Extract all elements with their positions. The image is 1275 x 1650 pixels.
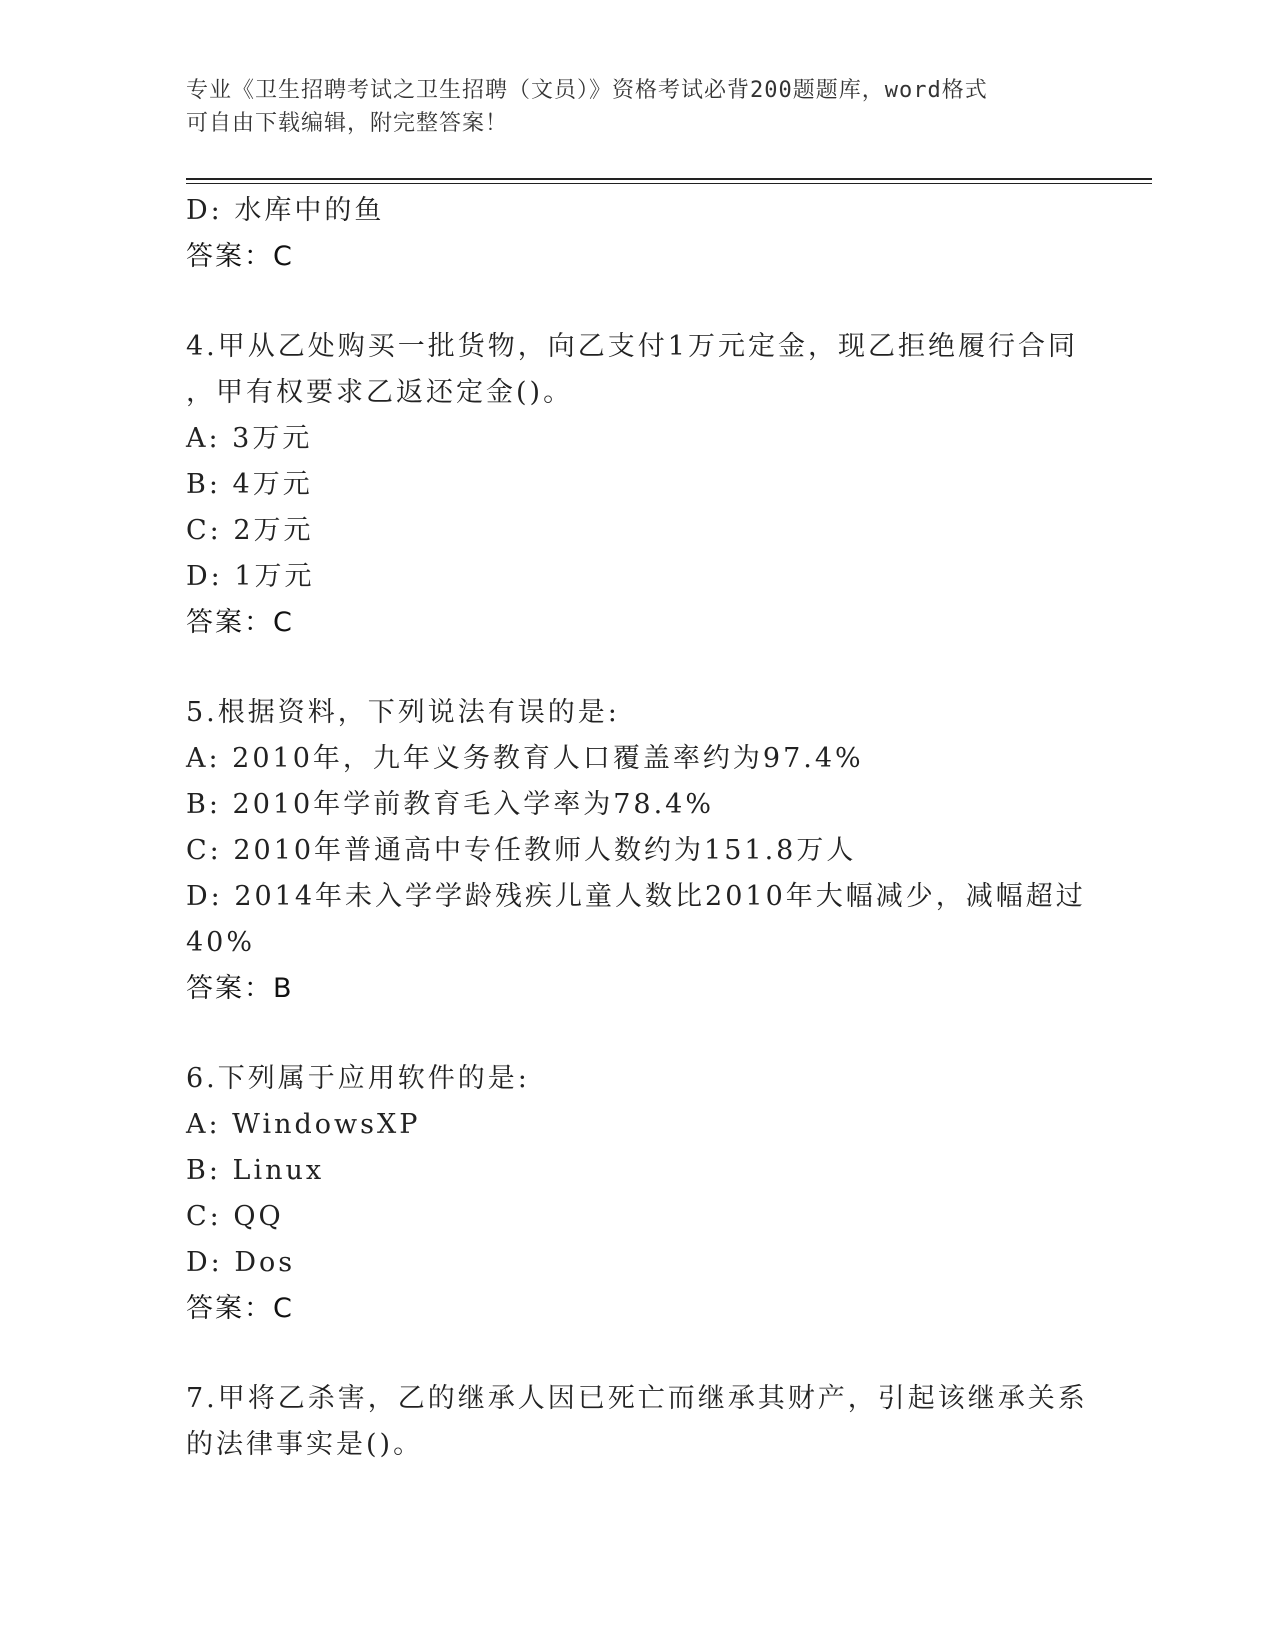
option-d: D: 2014年未入学学龄残疾儿童人数比2010年大幅减少，减幅超过	[186, 881, 1086, 912]
option-b: B: Linux	[186, 1155, 325, 1186]
header-divider-thick	[186, 178, 1152, 180]
option-b: B: 4万元	[186, 469, 313, 500]
option-d-continued: 40%	[186, 927, 256, 958]
question-stem: 的法律事实是()。	[186, 1429, 424, 1460]
question-7	[186, 1376, 1086, 1468]
option-d: D: 水库中的鱼	[186, 195, 385, 226]
answer-line: 答案：C	[186, 1293, 294, 1324]
page-header	[186, 74, 1086, 140]
question-3-tail	[186, 188, 1086, 280]
answer-line: 答案：B	[186, 973, 294, 1004]
question-5	[186, 690, 1086, 1012]
question-stem: 5.根据资料，下列说法有误的是:	[186, 697, 620, 728]
option-c: C: QQ	[186, 1201, 284, 1232]
header-divider-thin	[186, 183, 1152, 184]
document-body	[186, 188, 1086, 1468]
question-stem: ，甲有权要求乙返还定金()。	[186, 377, 574, 408]
option-c: C: 2010年普通高中专任教师人数约为151.8万人	[186, 835, 857, 866]
answer-line: 答案：C	[186, 607, 294, 638]
question-stem: 4.甲从乙处购买一批货物，向乙支付1万元定金，现乙拒绝履行合同	[186, 331, 1078, 362]
header-line-1: 专业《卫生招聘考试之卫生招聘（文员）》资格考试必背200题题库，word格式	[186, 78, 988, 103]
option-b: B: 2010年学前教育毛入学率为78.4%	[186, 789, 715, 820]
question-6	[186, 1056, 1086, 1332]
header-line-2: 可自由下载编辑，附完整答案！	[186, 111, 509, 136]
option-a: A: 2010年，九年义务教育人口覆盖率约为97.4%	[186, 743, 864, 774]
question-4	[186, 324, 1086, 646]
option-d: D: Dos	[186, 1247, 296, 1278]
question-stem: 6.下列属于应用软件的是:	[186, 1063, 530, 1094]
option-a: A: 3万元	[186, 423, 313, 454]
option-d: D: 1万元	[186, 561, 315, 592]
answer-line: 答案：C	[186, 241, 294, 272]
question-stem: 7.甲将乙杀害，乙的继承人因已死亡而继承其财产，引起该继承关系	[186, 1383, 1088, 1414]
option-c: C: 2万元	[186, 515, 314, 546]
option-a: A: WindowsXP	[186, 1109, 421, 1140]
